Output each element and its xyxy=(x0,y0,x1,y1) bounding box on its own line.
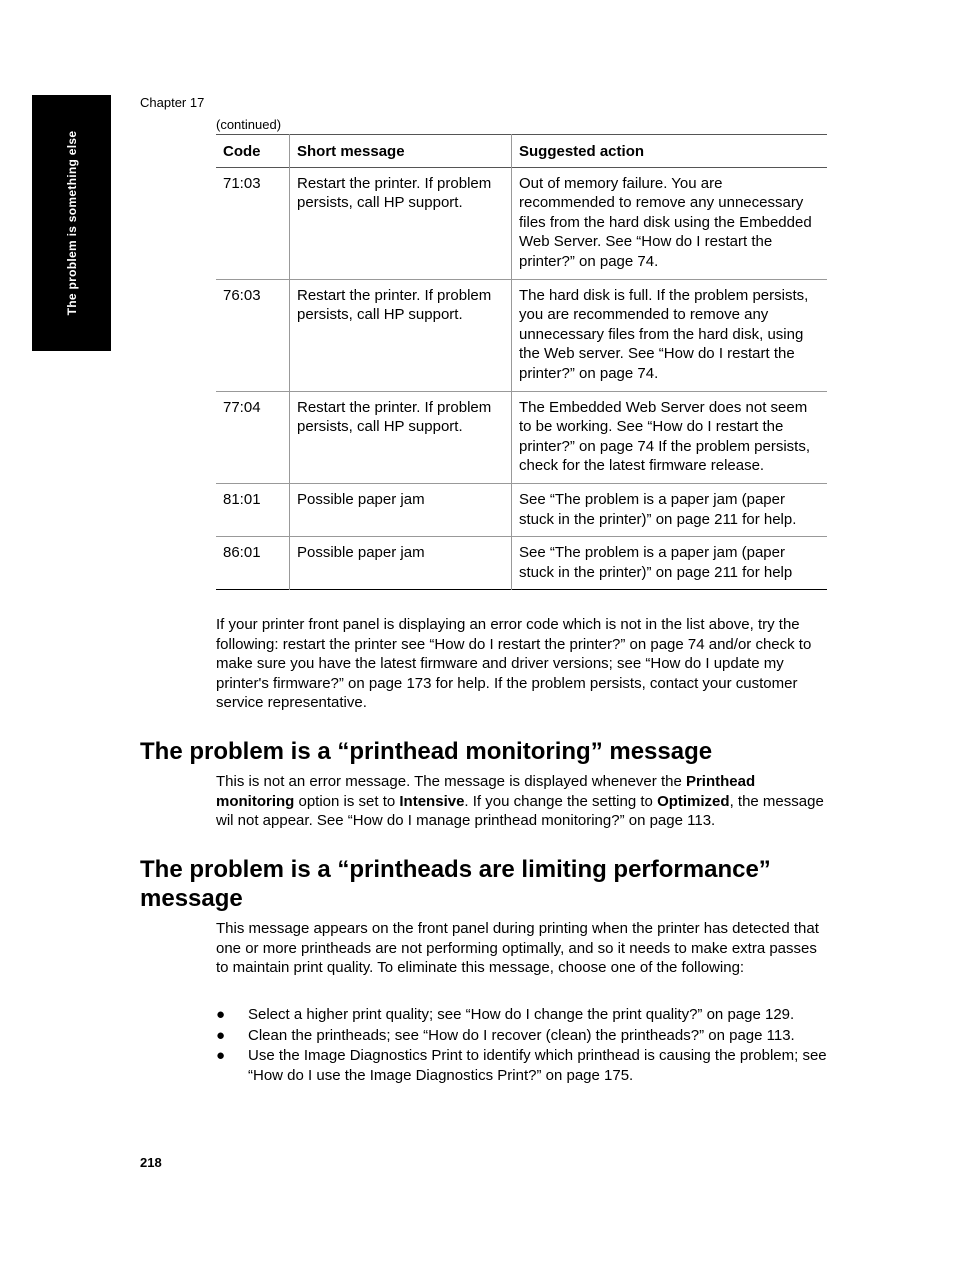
page-number: 218 xyxy=(140,1155,162,1170)
header-code: Code xyxy=(223,143,261,160)
after-table-paragraph: If your printer front panel is displaying an error code which is not in the list above, try the following: restart the printer see “How do I restart the printer?” on page 74 and/or check to make sure you have the latest firmware and driver versions; see “How do I update my printer's firmware?” on page 173 for help. If the problem persists, contact your customer service representative. xyxy=(216,616,812,712)
cell-code: 86:01 xyxy=(223,544,261,562)
bold-term-printhead-monitoring: Printhead monitoring xyxy=(216,773,756,810)
chapter-label: Chapter 17 xyxy=(140,95,205,110)
list-item-text: Select a higher print quality; see “How do I change the print quality?” on page 129. xyxy=(248,1006,795,1023)
cell-code: 71:03 xyxy=(223,174,261,192)
list-item xyxy=(216,1005,836,1025)
table-row xyxy=(216,391,827,483)
text-run: , the message wil not appear. See “How do I manage printhead monitoring?” on page 113. xyxy=(216,792,824,830)
printheads-limiting-paragraph: This message appears on the front panel during printing when the printer has detected that one or more printheads are not performing optimally, and so it needs to make extra passes to maintain print quality. To eliminate this message, choose one of the following: xyxy=(216,920,819,977)
cell-short-message: Possible paper jam xyxy=(290,537,512,590)
cell-short-message: Restart the printer. If problem persists, call HP support. xyxy=(290,167,512,279)
text-run: . If you change the setting to xyxy=(464,792,658,810)
bold-term-intensive: Intensive xyxy=(399,792,465,810)
header-suggested-action: Suggested action xyxy=(512,135,828,168)
text-run: option is set to xyxy=(294,792,400,810)
bullet-icon: ● xyxy=(216,1047,226,1065)
table-row xyxy=(216,167,827,279)
cell-suggested-action: The hard disk is full. If the problem persists, you are recommended to remove any unnecessary files from the hard disk, using the Web server. See “How do I restart the printer?” on page 74. xyxy=(512,279,828,391)
table-row xyxy=(216,483,827,536)
bullet-icon: ● xyxy=(216,1006,226,1023)
table-row xyxy=(216,537,827,590)
cell-code: 77:04 xyxy=(223,398,261,416)
continued-label: (continued) xyxy=(216,117,282,132)
section-heading-printhead-monitoring: The problem is a “printhead monitoring” message xyxy=(140,738,713,765)
printhead-monitoring-paragraph xyxy=(216,772,828,831)
cell-suggested-action: Out of memory failure. You are recommended to remove any unnecessary files from the hard disk using the Embedded Web Server. See “How do I restart the printer?” on page 74. xyxy=(512,167,828,279)
cell-code: 76:03 xyxy=(223,286,261,304)
table-header-row xyxy=(216,135,827,168)
list-item-text: Use the Image Diagnostics Print to identify which printhead is causing the problem; see “How do I use the Image Diagnostics Print?” on page 175. xyxy=(248,1047,827,1084)
list-item xyxy=(216,1046,836,1085)
side-tab-label: The problem is something else xyxy=(64,130,79,316)
cell-suggested-action: See “The problem is a paper jam (paper stuck in the printer)” on page 211 for help. xyxy=(512,483,828,536)
text-run: This is not an error message. The message is displayed whenever the xyxy=(216,773,686,790)
list-item-text: Clean the printheads; see “How do I recover (clean) the printheads?” on page 113. xyxy=(248,1026,795,1044)
bullet-icon: ● xyxy=(216,1026,226,1044)
cell-short-message: Possible paper jam xyxy=(290,483,512,536)
cell-short-message: Restart the printer. If problem persists, call HP support. xyxy=(290,391,512,483)
bold-term-optimized: Optimized xyxy=(657,792,730,810)
cell-suggested-action: See “The problem is a paper jam (paper stuck in the printer)” on page 211 for help xyxy=(512,537,828,590)
cell-short-message: Restart the printer. If problem persists, call HP support. xyxy=(290,279,512,391)
remedy-list xyxy=(216,1005,836,1086)
section-heading-printheads-limiting: The problem is a “printheads are limiting performance” message xyxy=(140,856,771,912)
table-row xyxy=(216,279,827,391)
error-code-table xyxy=(216,134,827,590)
cell-code: 81:01 xyxy=(223,490,261,508)
list-item xyxy=(216,1026,836,1046)
cell-suggested-action: The Embedded Web Server does not seem to be working. See “How do I restart the printer?” on page 74 If the problem persists, check for the latest firmware release. xyxy=(512,391,828,483)
header-short-message: Short message xyxy=(290,135,512,168)
chapter-side-tab xyxy=(32,95,111,351)
